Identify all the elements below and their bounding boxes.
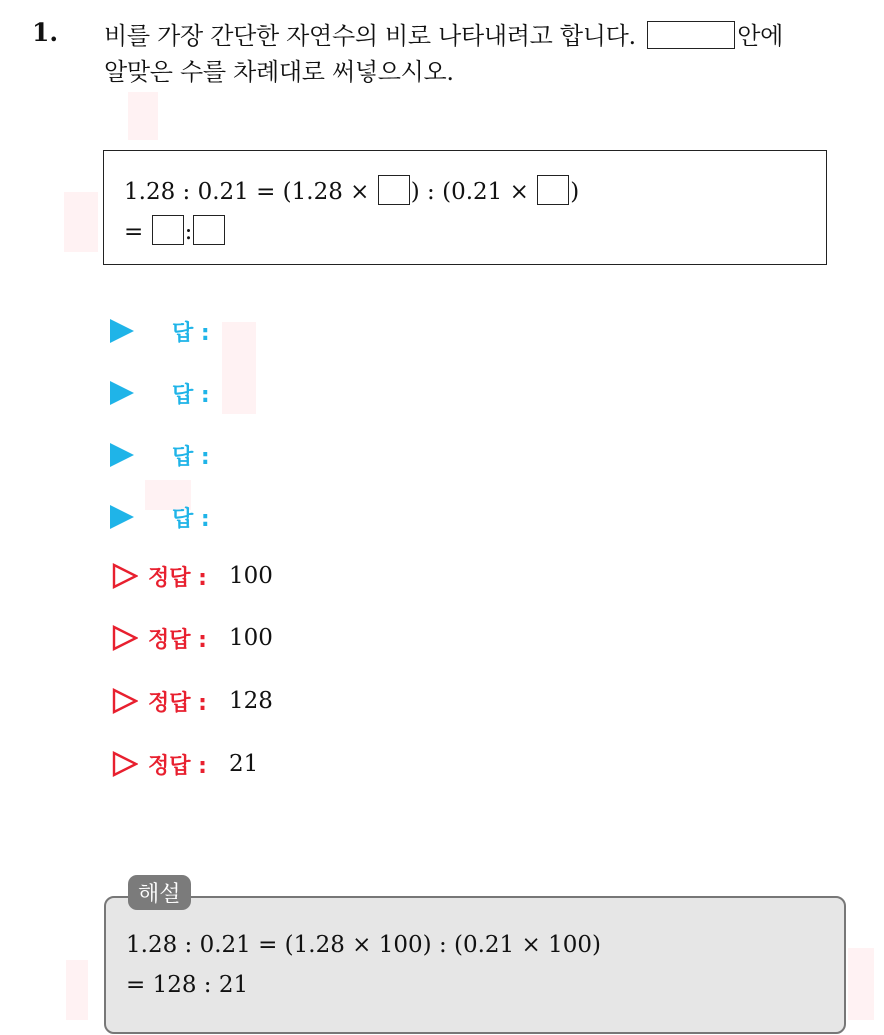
answer-slot[interactable] (110, 440, 210, 470)
question-number: 1. (32, 18, 59, 47)
solution-line-1: 1.28 : 0.21 = (1.28 × 100) : (0.21 × 100) (126, 932, 601, 958)
blank-square (537, 175, 569, 205)
solution-line-2: = 128 : 21 (126, 972, 249, 998)
correct-answer-row (112, 748, 258, 780)
question-text (104, 18, 874, 90)
question-text-tail: 안에 (737, 22, 783, 50)
equation-part: ) (570, 179, 580, 205)
question-text-line2: 알맞은 수를 차례대로 써넣으시오. (104, 58, 454, 86)
background-smudge (848, 948, 874, 1020)
correct-answer-value: 128 (228, 688, 273, 714)
equation-part: 1.28 : 0.21 = (1.28 × (124, 179, 370, 205)
play-triangle-icon (110, 443, 134, 467)
correct-answer-label: 정답 : (148, 627, 207, 653)
background-smudge (66, 960, 88, 1020)
outline-triangle-icon (112, 625, 138, 651)
answer-slot[interactable] (110, 502, 210, 532)
equation-part: = (124, 219, 144, 245)
answer-label: 답 : (172, 382, 210, 408)
outline-triangle-icon (112, 688, 138, 714)
answer-label: 답 : (172, 506, 210, 532)
correct-answer-label: 정답 : (148, 753, 207, 779)
correct-answer-row (112, 685, 273, 717)
answer-blank-box (647, 21, 735, 49)
correct-answer-value: 21 (228, 751, 259, 777)
play-triangle-icon (110, 319, 134, 343)
solution-box (104, 896, 846, 1034)
correct-answer-row (112, 622, 273, 654)
blank-square (152, 215, 184, 245)
background-smudge (128, 92, 158, 140)
equation-part: : (184, 219, 193, 245)
answer-label: 답 : (172, 320, 210, 346)
play-triangle-icon (110, 505, 134, 529)
correct-answer-row (112, 560, 273, 592)
correct-answer-value: 100 (228, 563, 273, 589)
answer-slot[interactable] (110, 378, 210, 408)
question-text-main: 비를 가장 간단한 자연수의 비로 나타내려고 합니다. (104, 22, 636, 50)
equation-line-2 (124, 215, 226, 245)
correct-answer-value: 100 (228, 625, 273, 651)
correct-answer-label: 정답 : (148, 565, 207, 591)
play-triangle-icon (110, 381, 134, 405)
answer-label: 답 : (172, 444, 210, 470)
blank-square (193, 215, 225, 245)
problem-box (103, 150, 827, 265)
answer-slot[interactable] (110, 316, 210, 346)
equation-part: ) : (0.21 × (410, 179, 529, 205)
background-smudge (222, 322, 256, 414)
correct-answer-label: 정답 : (148, 690, 207, 716)
outline-triangle-icon (112, 751, 138, 777)
solution-tag: 해설 (128, 875, 191, 910)
blank-square (378, 175, 410, 205)
equation-line-1 (124, 175, 579, 205)
background-smudge (64, 192, 98, 252)
outline-triangle-icon (112, 563, 138, 589)
